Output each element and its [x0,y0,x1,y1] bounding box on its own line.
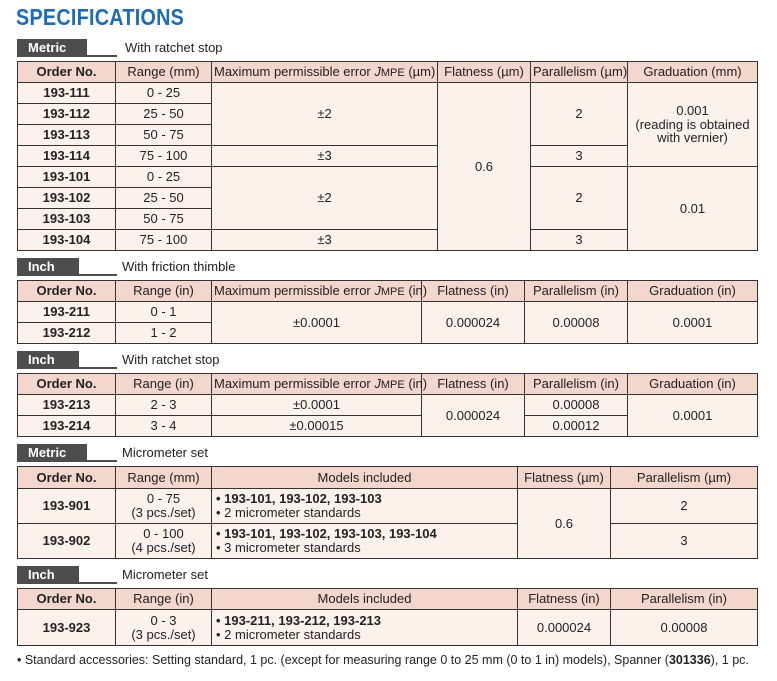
header-range: Range (mm) [116,62,212,83]
divider [17,460,117,462]
graduation-value: 0.001 (reading is obtained with vernier) [628,83,758,167]
page-title: SPECIFICATIONS [16,4,185,30]
footnote-accessories: • Standard accessories: Setting standard, 1 pc. (except for measuring range 0 to 25 mm (0 to 1 in) models), Spanner (301336), 1 pc. [17,653,749,667]
order-no: 193-213 [18,395,116,416]
spec-table-inch-friction [17,280,758,344]
header-parallelism: Parallelism (µm) [611,467,758,489]
header-graduation: Graduation (mm) [628,62,758,83]
range: 0 - 3 (3 pcs./set) [116,610,212,646]
parallelism-value: 2 [531,83,628,146]
order-no: 193-901 [18,489,116,524]
range: 0 - 100 (4 pcs./set) [116,524,212,559]
header-mpe: Maximum permissible error JMPE (in) [212,281,422,302]
section-tag: Inch [17,566,79,584]
order-no: 193-104 [18,230,116,251]
parallelism-value: 0.00012 [525,416,628,437]
header-order-no: Order No. [18,374,116,395]
mpe-value: ±0.0001 [212,302,422,344]
range: 75 - 100 [116,146,212,167]
mpe-value: ±3 [212,146,438,167]
range: 0 - 25 [116,83,212,104]
parallelism-value: 3 [531,230,628,251]
header-parallelism: Parallelism (in) [525,374,628,395]
order-no: 193-102 [18,188,116,209]
header-flatness: Flatness (in) [518,589,611,610]
order-no: 193-103 [18,209,116,230]
divider [17,367,117,369]
parallelism-value: 0.00008 [525,302,628,344]
order-no: 193-211 [18,302,116,323]
range: 50 - 75 [116,125,212,146]
graduation-value: 0.01 [628,167,758,251]
flatness-value: 0.6 [518,489,611,559]
header-parallelism: Parallelism (in) [611,589,758,610]
order-no: 193-101 [18,167,116,188]
flatness-value: 0.000024 [518,610,611,646]
divider [17,55,117,57]
header-models: Models included [212,589,518,610]
header-range: Range (in) [116,589,212,610]
range: 1 - 2 [116,323,212,344]
order-no: 193-214 [18,416,116,437]
models-included: • 193-101, 193-102, 193-103 • 2 micrometer standards [212,489,518,524]
header-parallelism: Parallelism (in) [525,281,628,302]
header-graduation: Graduation (in) [628,281,758,302]
range: 25 - 50 [116,188,212,209]
mpe-value: ±3 [212,230,438,251]
mpe-value: ±0.0001 [212,395,422,416]
section-tag: Inch [17,351,79,369]
section-subtitle: Micrometer set [122,445,208,460]
section-subtitle: With ratchet stop [122,352,220,367]
header-flatness: Flatness (in) [422,281,525,302]
header-range: Range (mm) [116,467,212,489]
section-header-metric-ratchet [17,39,757,57]
header-flatness: Flatness (µm) [518,467,611,489]
order-no: 193-114 [18,146,116,167]
header-mpe: Maximum permissible error JMPE (µm) [212,62,438,83]
header-order-no: Order No. [18,467,116,489]
flatness-value: 0.000024 [422,395,525,437]
header-models: Models included [212,467,518,489]
section-subtitle: With ratchet stop [125,40,223,55]
parallelism-value: 3 [611,524,758,559]
section-header-metric-set [17,444,757,462]
graduation-value: 0.0001 [628,302,758,344]
section-tag: Inch [17,258,79,276]
order-no: 193-113 [18,125,116,146]
header-order-no: Order No. [18,62,116,83]
mpe-value: ±0.00015 [212,416,422,437]
order-no: 193-902 [18,524,116,559]
parallelism-value: 2 [531,167,628,230]
section-tag: Metric [17,444,87,462]
mpe-value: ±2 [212,83,438,146]
parallelism-value: 2 [611,489,758,524]
range: 25 - 50 [116,104,212,125]
models-included: • 193-101, 193-102, 193-103, 193-104 • 3 micrometer standards [212,524,518,559]
divider [17,582,117,584]
header-mpe: Maximum permissible error JMPE (in) [212,374,422,395]
section-header-inch-set [17,566,757,584]
section-subtitle: With friction thimble [122,259,236,274]
flatness-value: 0.000024 [422,302,525,344]
header-order-no: Order No. [18,281,116,302]
section-subtitle: Micrometer set [122,567,208,582]
order-no: 193-923 [18,610,116,646]
range: 0 - 1 [116,302,212,323]
models-included: • 193-211, 193-212, 193-213 • 2 micrometer standards [212,610,518,646]
order-no: 193-212 [18,323,116,344]
flatness-value: 0.6 [438,83,531,251]
header-range: Range (in) [116,281,212,302]
order-no: 193-112 [18,104,116,125]
range: 0 - 75 (3 pcs./set) [116,489,212,524]
spec-table-inch-ratchet [17,373,758,437]
spec-table-metric-ratchet [17,61,758,251]
range: 0 - 25 [116,167,212,188]
order-no: 193-111 [18,83,116,104]
header-range: Range (in) [116,374,212,395]
section-header-inch-ratchet [17,351,757,369]
header-graduation: Graduation (in) [628,374,758,395]
parallelism-value: 3 [531,146,628,167]
section-header-inch-friction [17,258,757,276]
section-tag: Metric [17,39,87,57]
range: 2 - 3 [116,395,212,416]
range: 50 - 75 [116,209,212,230]
range: 75 - 100 [116,230,212,251]
spec-table-metric-set [17,466,758,559]
divider [17,274,117,276]
parallelism-value: 0.00008 [525,395,628,416]
graduation-value: 0.0001 [628,395,758,437]
header-flatness: Flatness (µm) [438,62,531,83]
header-order-no: Order No. [18,589,116,610]
range: 3 - 4 [116,416,212,437]
header-flatness: Flatness (in) [422,374,525,395]
mpe-value: ±2 [212,167,438,230]
header-parallelism: Parallelism (µm) [531,62,628,83]
parallelism-value: 0.00008 [611,610,758,646]
spec-table-inch-set [17,588,758,646]
